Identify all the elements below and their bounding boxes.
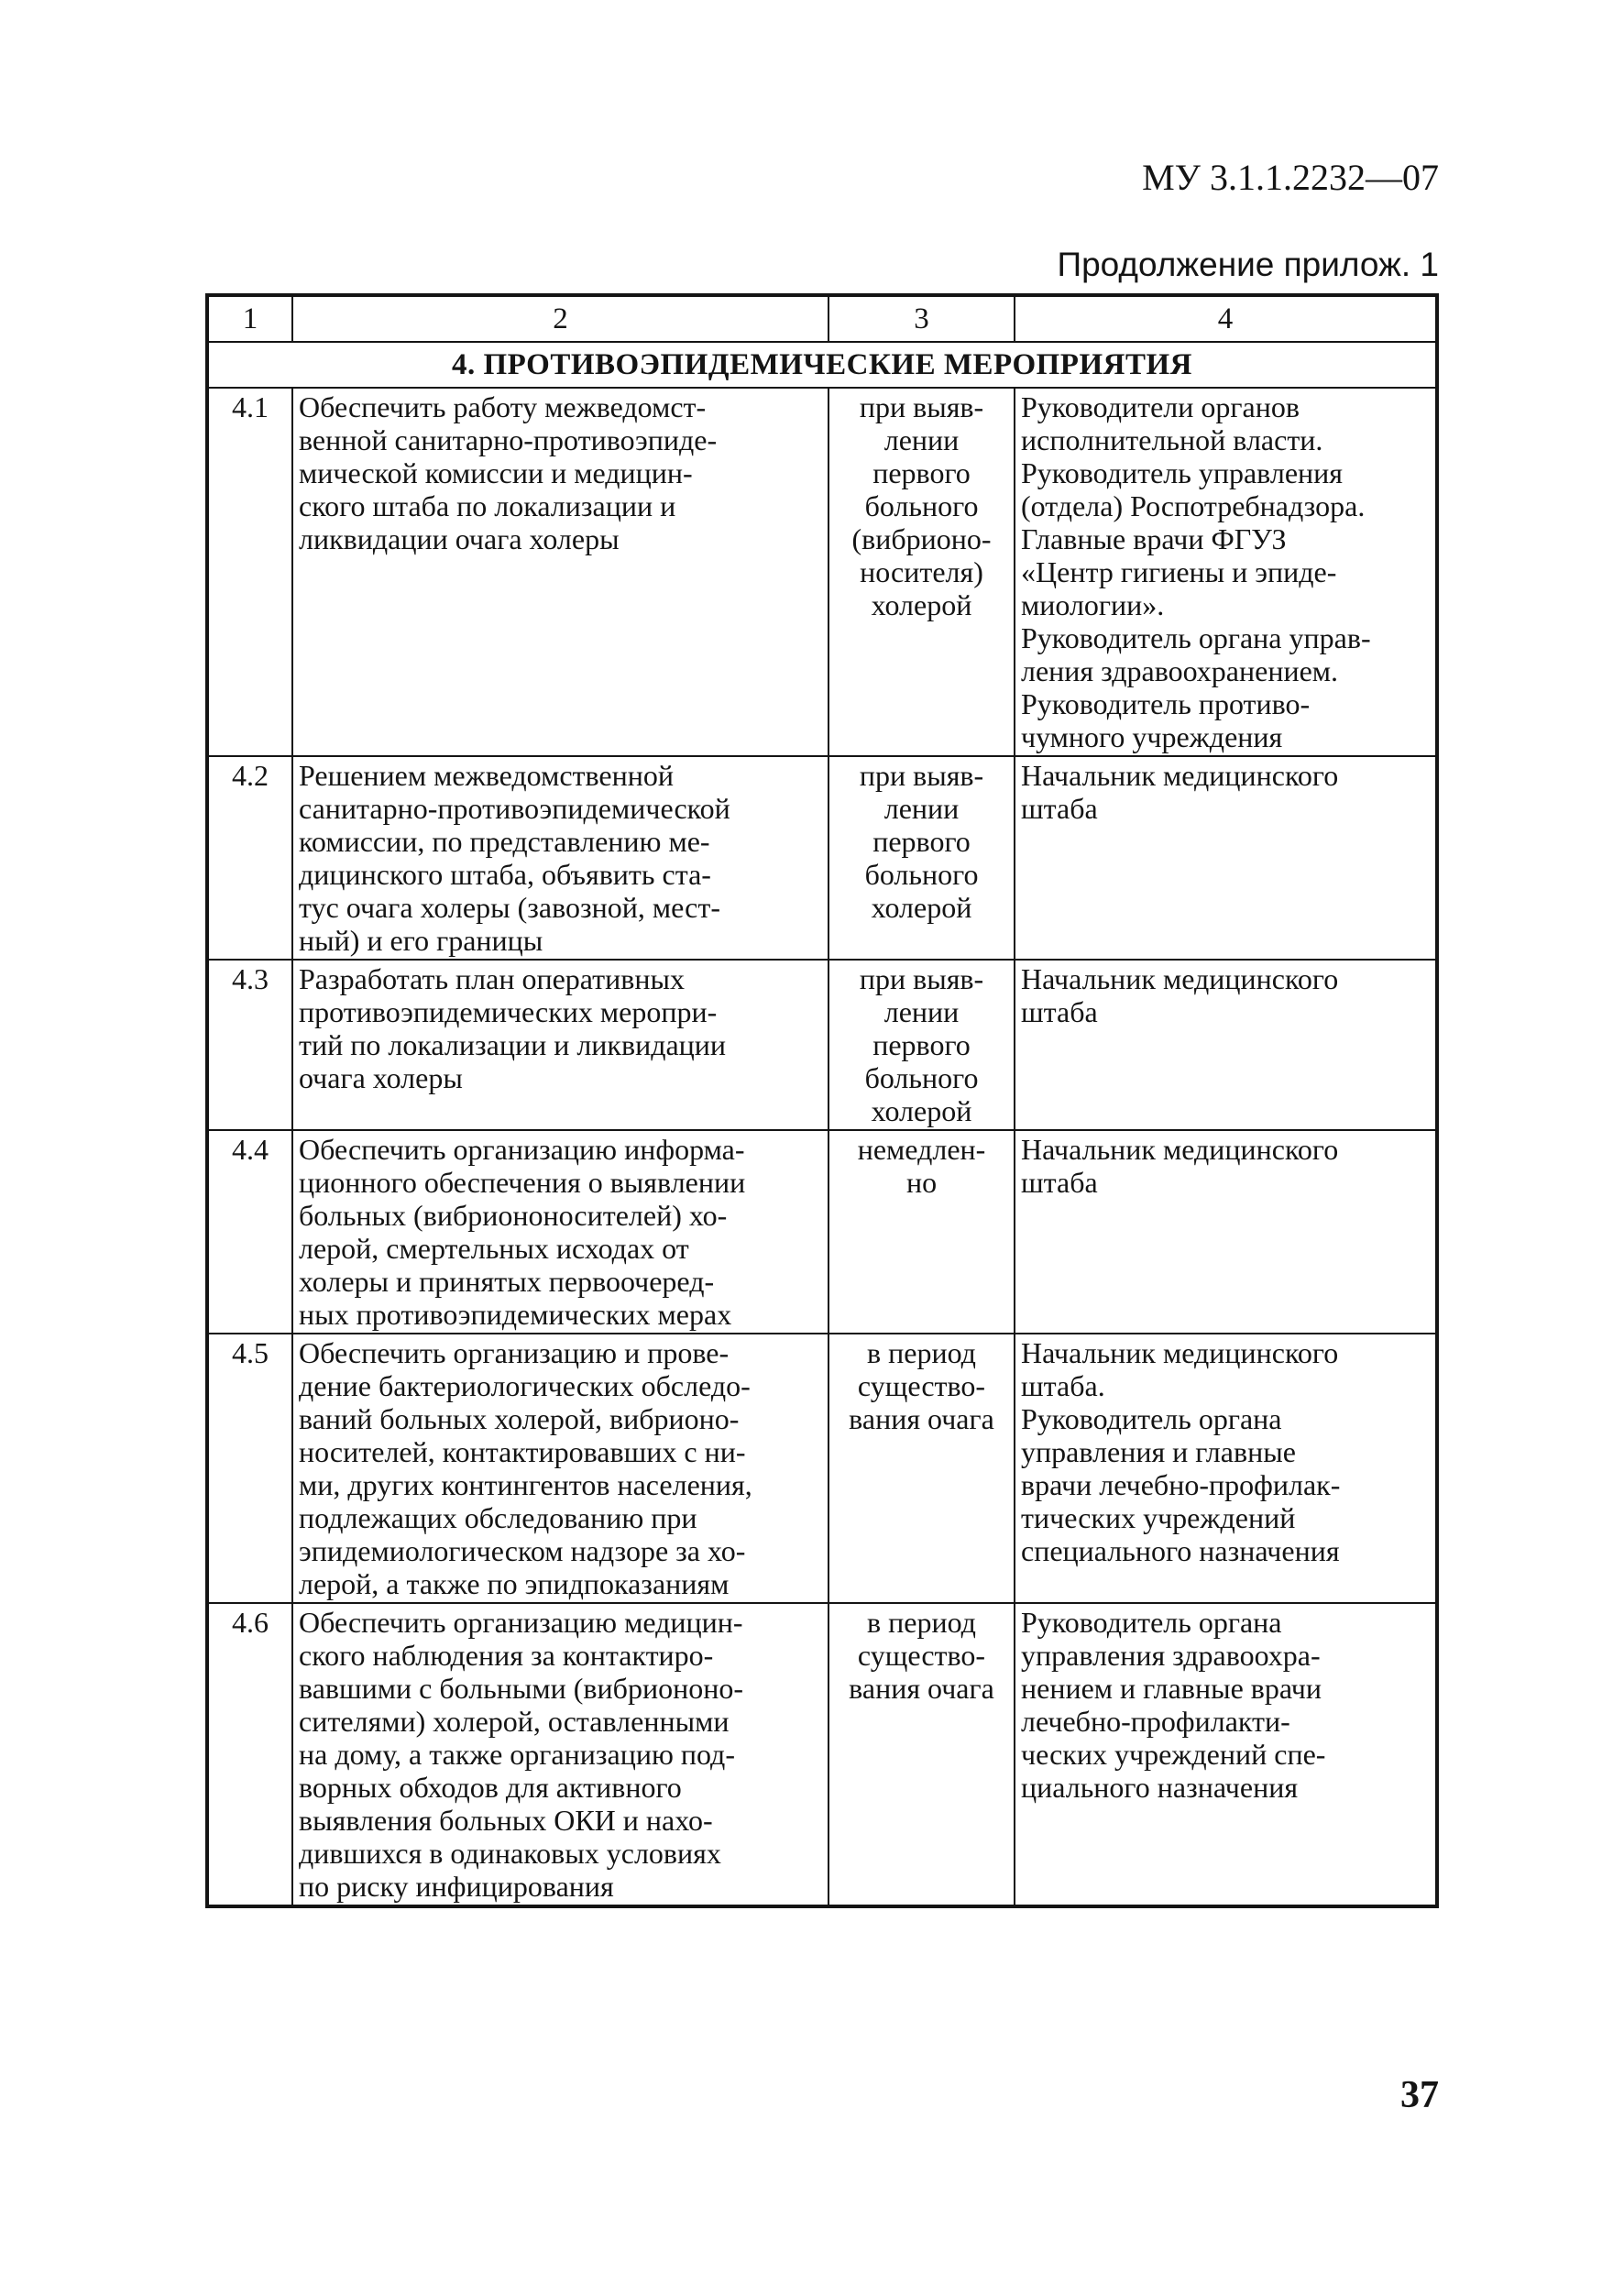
deadline-line: больного [864, 489, 979, 522]
action-line: ных противоэпидемических мерах [299, 1298, 732, 1331]
deadline-line: при выяв- [859, 759, 984, 792]
deadline-line: существо- [857, 1639, 986, 1672]
deadline-line: но [905, 1166, 938, 1199]
action-line: Обеспечить организацию медицин- [299, 1606, 743, 1639]
action-line: ми, других контингентов населения, [299, 1468, 752, 1501]
table-row [207, 1603, 1437, 1906]
deadline-line: при выяв- [859, 962, 984, 995]
action-line: дившихся в одинаковых условиях [299, 1837, 721, 1870]
action-line: Разработать план оперативных [299, 962, 685, 995]
responsible-line: Начальник медицинского [1021, 759, 1339, 792]
responsible-line: чумного учреждения [1021, 720, 1283, 753]
deadline-line: холерой [871, 891, 972, 924]
item-number: 4.2 [207, 756, 292, 960]
section-row [207, 342, 1437, 388]
action-line: очага холеры [299, 1061, 463, 1094]
action-line: Обеспечить организацию и прове- [299, 1336, 730, 1369]
item-number: 4.1 [207, 388, 292, 756]
action-line: сителями) холерой, оставленными [299, 1705, 730, 1738]
responsible-line: Руководитель управления [1021, 456, 1343, 489]
doc-code: МУ 3.1.1.2232—07 [1142, 157, 1439, 198]
page-number: 37 [1400, 2074, 1439, 2116]
responsible-line: штаба [1021, 1166, 1098, 1199]
column-number-4: 4 [1015, 295, 1437, 342]
deadline-line: лении [883, 792, 960, 825]
action-line: выявления больных ОКИ и нахо- [299, 1804, 713, 1837]
action-cell [292, 1603, 828, 1906]
action-line: ваний больных холерой, вибрионо- [299, 1402, 740, 1435]
responsible-cell [1015, 1334, 1437, 1603]
table-row [207, 756, 1437, 960]
deadline-line: лении [883, 995, 960, 1028]
responsible-line: управления и главные [1021, 1435, 1296, 1468]
item-number: 4.5 [207, 1334, 292, 1603]
table-row [207, 1334, 1437, 1603]
responsible-line: Главные врачи ФГУЗ [1021, 522, 1287, 555]
responsible-line: врачи лечебно-профилак- [1021, 1468, 1341, 1501]
deadline-line: носителя) [860, 555, 983, 588]
action-line: ный) и его границы [299, 924, 543, 957]
action-line: лерой, а также по эпидпоказаниям [299, 1567, 730, 1600]
table-row [207, 1130, 1437, 1334]
responsible-line: циального назначения [1021, 1771, 1299, 1804]
responsible-line: лечебно-профилакти- [1021, 1705, 1290, 1738]
responsible-line: исполнительной власти. [1021, 423, 1323, 456]
responsible-line: ления здравоохранением. [1021, 654, 1339, 687]
action-line: на дому, а также организацию под- [299, 1738, 735, 1771]
responsible-line: Начальник медицинского [1021, 962, 1339, 995]
item-number: 4.4 [207, 1130, 292, 1334]
column-number-3: 3 [828, 295, 1015, 342]
responsible-line: штаба [1021, 792, 1098, 825]
responsible-cell [1015, 1130, 1437, 1334]
deadline-cell [828, 960, 1015, 1130]
action-cell [292, 756, 828, 960]
responsible-line: Руководитель противо- [1021, 687, 1311, 720]
action-line: ского штаба по локализации и [299, 489, 676, 522]
deadline-line: лении [883, 423, 960, 456]
responsible-line: ческих учреждений спе- [1021, 1738, 1326, 1771]
action-line: носителей, контактировавших с ни- [299, 1435, 746, 1468]
action-line: ционного обеспечения о выявлении [299, 1166, 746, 1199]
deadline-line: в период [867, 1606, 976, 1639]
action-line: эпидемиологическом надзоре за хо- [299, 1534, 746, 1567]
deadline-line: (вибрионо- [851, 522, 992, 555]
deadline-cell [828, 756, 1015, 960]
deadline-line: больного [864, 1061, 979, 1094]
column-number-row [207, 295, 1437, 342]
deadline-line: первого [872, 825, 971, 858]
responsible-cell [1015, 388, 1437, 756]
responsible-line: Руководитель органа [1021, 1606, 1282, 1639]
action-line: по риску инфицирования [299, 1870, 614, 1903]
measures-table [205, 293, 1439, 1908]
deadline-line: вания очага [849, 1402, 994, 1435]
action-cell [292, 388, 828, 756]
responsible-cell [1015, 960, 1437, 1130]
item-number: 4.3 [207, 960, 292, 1130]
action-cell [292, 1334, 828, 1603]
action-line: вавшими с больными (вибриононо- [299, 1672, 743, 1705]
responsible-line: Руководители органов [1021, 390, 1300, 423]
action-line: холеры и принятых первоочеред- [299, 1265, 715, 1298]
action-line: больных (вибриононосителей) хо- [299, 1199, 728, 1232]
responsible-cell [1015, 1603, 1437, 1906]
responsible-line: штаба. [1021, 1369, 1105, 1402]
responsible-line: «Центр гигиены и эпиде- [1021, 555, 1337, 588]
action-line: ворных обходов для активного [299, 1771, 682, 1804]
action-line: подлежащих обследованию при [299, 1501, 697, 1534]
table-row [207, 388, 1437, 756]
deadline-line: холерой [871, 588, 972, 621]
action-line: венной санитарно-противоэпиде- [299, 423, 718, 456]
responsible-line: Начальник медицинского [1021, 1133, 1339, 1166]
deadline-line: холерой [871, 1094, 972, 1127]
action-line: дение бактериологических обследо- [299, 1369, 751, 1402]
action-line: санитарно-противоэпидемической [299, 792, 730, 825]
responsible-line: управления здравоохра- [1021, 1639, 1321, 1672]
deadline-line: при выяв- [859, 390, 984, 423]
action-line: противоэпидемических меропри- [299, 995, 718, 1028]
table-row [207, 960, 1437, 1130]
responsible-line: Руководитель органа управ- [1021, 621, 1371, 654]
action-line: дицинского штаба, объявить ста- [299, 858, 711, 891]
deadline-cell [828, 1130, 1015, 1334]
column-number-1: 1 [207, 295, 292, 342]
section-title: 4. ПРОТИВОЭПИДЕМИЧЕСКИЕ МЕРОПРИЯТИЯ [207, 342, 1437, 388]
deadline-cell [828, 1334, 1015, 1603]
responsible-line: Руководитель органа [1021, 1402, 1282, 1435]
action-line: лерой, смертельных исходах от [299, 1232, 689, 1265]
responsible-cell [1015, 756, 1437, 960]
continuation-note: Продолжение прилож. 1 [1057, 246, 1439, 283]
deadline-line: вания очага [849, 1672, 994, 1705]
deadline-line: в период [867, 1336, 976, 1369]
action-line: ликвидации очага холеры [299, 522, 620, 555]
action-line: Обеспечить работу межведомст- [299, 390, 707, 423]
responsible-line: нением и главные врачи [1021, 1672, 1322, 1705]
action-cell [292, 960, 828, 1130]
action-line: Решением межведомственной [299, 759, 674, 792]
action-line: тус очага холеры (завозной, мест- [299, 891, 720, 924]
action-line: комиссии, по представлению ме- [299, 825, 710, 858]
responsible-line: миологии». [1021, 588, 1165, 621]
column-number-2: 2 [292, 295, 828, 342]
action-line: мической комиссии и медицин- [299, 456, 693, 489]
item-number: 4.6 [207, 1603, 292, 1906]
deadline-line: существо- [857, 1369, 986, 1402]
responsible-line: специального назначения [1021, 1534, 1340, 1567]
action-line: Обеспечить организацию информа- [299, 1133, 745, 1166]
action-line: ского наблюдения за контактиро- [299, 1639, 714, 1672]
deadline-line: первого [872, 456, 971, 489]
responsible-line: штаба [1021, 995, 1098, 1028]
action-cell [292, 1130, 828, 1334]
responsible-line: (отдела) Роспотребнадзора. [1021, 489, 1366, 522]
responsible-line: Начальник медицинского [1021, 1336, 1339, 1369]
deadline-line: немедлен- [857, 1133, 986, 1166]
deadline-cell [828, 388, 1015, 756]
deadline-line: больного [864, 858, 979, 891]
deadline-cell [828, 1603, 1015, 1906]
responsible-line: тических учреждений [1021, 1501, 1296, 1534]
action-line: тий по локализации и ликвидации [299, 1028, 727, 1061]
deadline-line: первого [872, 1028, 971, 1061]
